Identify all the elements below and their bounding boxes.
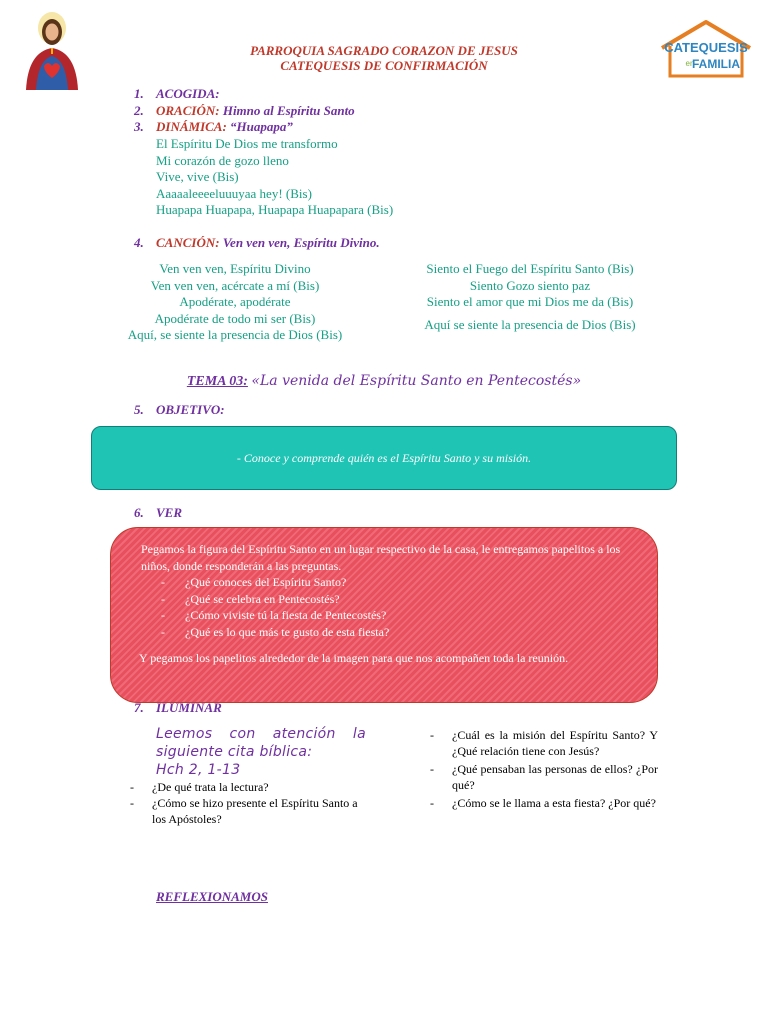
song-line: Apodérate, apodérate bbox=[179, 294, 291, 309]
iluminar-right-questions bbox=[428, 727, 658, 811]
objetivo-box bbox=[91, 426, 677, 490]
reflexionamos-heading: REFLEXIONAMOS bbox=[156, 889, 268, 904]
song-right-column bbox=[405, 261, 655, 333]
song-line: Aquí, se siente la presencia de Dios (Bis) bbox=[127, 327, 343, 342]
lyric-line: Huapapa Huapapa, Huapapa Huapapara (Bis) bbox=[156, 202, 394, 217]
song-line: Ven ven ven, acércate a mí (Bis) bbox=[150, 277, 320, 293]
lyric-line: Mi corazón de gozo lleno bbox=[156, 152, 289, 168]
header-catechesis-title: CATEQUESIS DE CONFIRMACIÓN bbox=[280, 58, 488, 73]
section-acogida: 1. ACOGIDA: bbox=[134, 86, 220, 101]
list-item: - ¿De qué trata la lectura? bbox=[130, 780, 269, 794]
ver-intro: Pegamos la figura del Espíritu Santo en un lugar respectivo de la casa, le entregamos papelitos a los niños, donde responderán a las preguntas. bbox=[141, 542, 621, 573]
bible-citation: Hch 2, 1-13 bbox=[156, 762, 241, 778]
section-cancion: 4. CANCIÓN: Ven ven ven, Espíritu Divino. bbox=[134, 235, 380, 250]
list-item: - ¿Qué conoces del Espíritu Santo? bbox=[161, 574, 643, 591]
ver-activity-box bbox=[110, 527, 658, 703]
list-item: - ¿Qué pensaban las personas de ellos? ¿Por qué? bbox=[430, 762, 658, 792]
lyric-line: Vive, vive (Bis) bbox=[156, 169, 239, 184]
list-item: - ¿Cómo viviste tú la fiesta de Pentecostés? bbox=[161, 607, 643, 624]
iluminar-reading-intro: Leemos con atención la siguiente cita bíblica: Hch 2, 1-13 bbox=[156, 726, 366, 778]
song-line: Aquí se siente la presencia de Dios (Bis) bbox=[424, 316, 636, 332]
song-line: Siento Gozo siento paz bbox=[469, 277, 591, 293]
header-parish-title: PARROQUIA SAGRADO CORAZON DE JESUS bbox=[250, 43, 518, 58]
song-left-column bbox=[110, 261, 360, 344]
song-line: Ven ven ven, Espíritu Divino bbox=[159, 261, 311, 276]
svg-text:FAMILIA: FAMILIA bbox=[692, 57, 740, 71]
list-item: - ¿Cómo se le llama a esta fiesta? ¿Por qué? bbox=[430, 796, 656, 810]
tema-title: TEMA 03: «La venida del Espíritu Santo en Pentecostés» bbox=[186, 373, 582, 389]
section-ver: 6. VER bbox=[134, 505, 183, 520]
dinamica-lyrics bbox=[156, 136, 393, 219]
lyric-line: El Espíritu De Dios me transformo bbox=[156, 136, 338, 151]
svg-text:en: en bbox=[685, 59, 695, 68]
song-line: Apodérate de todo mi ser (Bis) bbox=[154, 310, 316, 326]
list-item: - ¿Qué es lo que más te gusto de esta fiesta? bbox=[161, 624, 643, 641]
lyric-line: Aaaaaleeeeluuuyaa hey! (Bis) bbox=[156, 185, 312, 201]
song-line: Siento el amor que mi Dios me da (Bis) bbox=[426, 294, 634, 309]
list-item: - ¿Cuál es la misión del Espíritu Santo? Y ¿Qué relación tiene con Jesús? bbox=[430, 728, 658, 758]
section-iluminar: 7. ILUMINAR bbox=[134, 700, 222, 715]
iluminar-left-questions bbox=[128, 779, 368, 827]
section-dinamica: 3. DINÁMICA: “Huapapa” bbox=[134, 119, 293, 134]
list-item: - ¿Qué se celebra en Pentecostés? bbox=[161, 591, 643, 608]
objetivo-text: - Conoce y comprende quién es el Espíritu Santo y su misión. bbox=[236, 450, 532, 465]
ver-questions bbox=[141, 574, 643, 640]
section-oracion: 2. ORACIÓN: Himno al Espíritu Santo bbox=[134, 103, 355, 118]
list-item: - ¿Cómo se hizo presente el Espíritu Santo a los Apóstoles? bbox=[130, 796, 358, 826]
section-objetivo: 5. OBJETIVO: bbox=[134, 402, 225, 417]
ver-outro: Y pegamos los papelitos alrededor de la imagen para que nos acompañen toda la reunión. bbox=[139, 651, 569, 665]
svg-text:CATEQUESIS: CATEQUESIS bbox=[664, 40, 748, 55]
song-line: Siento el Fuego del Espíritu Santo (Bis) bbox=[426, 261, 634, 276]
